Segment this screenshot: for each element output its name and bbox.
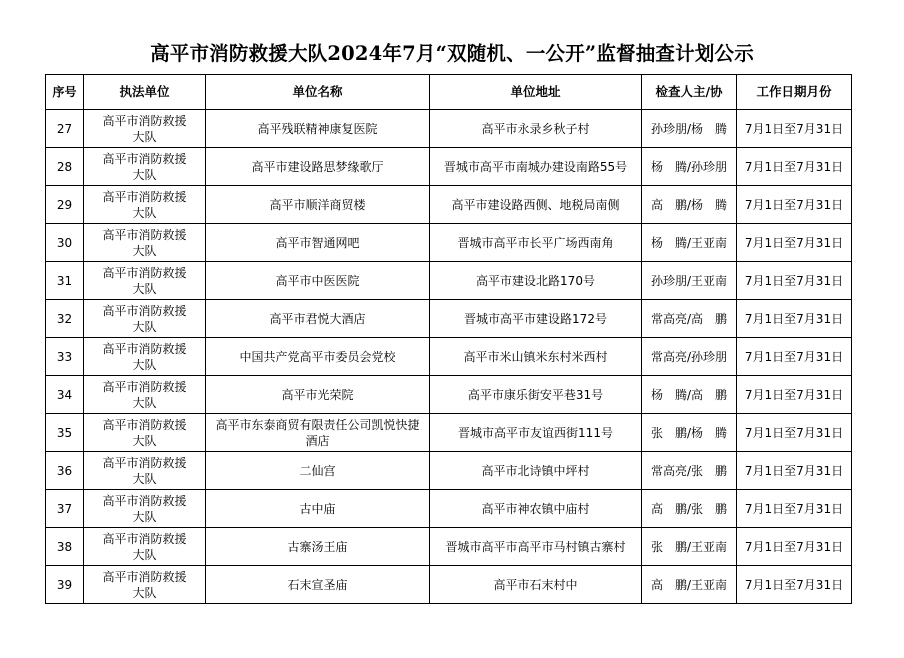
table-row [46,186,852,224]
cell-unit: 高平市消防救援大队 [84,148,206,186]
cell-unit: 高平市消防救援大队 [84,490,206,528]
cell-seq: 33 [46,338,84,376]
cell-unit: 高平市消防救援大队 [84,186,206,224]
table-row [46,262,852,300]
table-row [46,452,852,490]
cell-inspector: 孙珍朋/杨 腾 [642,110,737,148]
header-name: 单位名称 [206,75,430,110]
cell-unit: 高平市消防救援大队 [84,338,206,376]
cell-date: 7月1日至7月31日 [737,186,852,224]
cell-name: 石末宣圣庙 [206,566,430,604]
cell-name: 高平市建设路思梦缘歌厅 [206,148,430,186]
cell-date: 7月1日至7月31日 [737,528,852,566]
cell-seq: 28 [46,148,84,186]
cell-unit: 高平市消防救援大队 [84,300,206,338]
cell-date: 7月1日至7月31日 [737,566,852,604]
cell-date: 7月1日至7月31日 [737,338,852,376]
cell-name: 古寨汤王庙 [206,528,430,566]
cell-name: 高平残联精神康复医院 [206,110,430,148]
cell-address: 晋城市高平市建设路172号 [430,300,642,338]
cell-inspector: 高 鹏/张 鹏 [642,490,737,528]
cell-name: 高平市君悦大酒店 [206,300,430,338]
cell-date: 7月1日至7月31日 [737,452,852,490]
cell-unit: 高平市消防救援大队 [84,224,206,262]
cell-name: 高平市东泰商贸有限责任公司凯悦快捷酒店 [206,414,430,452]
cell-address: 晋城市高平市高平市马村镇古寨村 [430,528,642,566]
cell-name: 二仙宫 [206,452,430,490]
cell-seq: 30 [46,224,84,262]
cell-address: 晋城市高平市友谊西街111号 [430,414,642,452]
header-row [46,75,852,110]
cell-name: 高平市智通网吧 [206,224,430,262]
header-address: 单位地址 [430,75,642,110]
cell-inspector: 张 鹏/王亚南 [642,528,737,566]
cell-name: 中国共产党高平市委员会党校 [206,338,430,376]
cell-inspector: 杨 腾/王亚南 [642,224,737,262]
cell-seq: 31 [46,262,84,300]
cell-date: 7月1日至7月31日 [737,110,852,148]
cell-name: 古中庙 [206,490,430,528]
cell-date: 7月1日至7月31日 [737,490,852,528]
cell-inspector: 常高亮/孙珍朋 [642,338,737,376]
table-row [46,224,852,262]
cell-unit: 高平市消防救援大队 [84,376,206,414]
cell-date: 7月1日至7月31日 [737,376,852,414]
cell-date: 7月1日至7月31日 [737,148,852,186]
cell-address: 晋城市高平市长平广场西南角 [430,224,642,262]
cell-date: 7月1日至7月31日 [737,262,852,300]
cell-seq: 36 [46,452,84,490]
cell-address: 高平市永录乡秋子村 [430,110,642,148]
header-seq: 序号 [46,75,84,110]
cell-name: 高平市顺洋商贸楼 [206,186,430,224]
cell-seq: 34 [46,376,84,414]
table-row [46,148,852,186]
cell-name: 高平市光荣院 [206,376,430,414]
table-row [46,376,852,414]
cell-inspector: 高 鹏/王亚南 [642,566,737,604]
cell-address: 高平市石末村中 [430,566,642,604]
cell-unit: 高平市消防救援大队 [84,452,206,490]
cell-address: 高平市神农镇中庙村 [430,490,642,528]
table-row [46,566,852,604]
table-row [46,528,852,566]
cell-seq: 32 [46,300,84,338]
table-row [46,338,852,376]
cell-unit: 高平市消防救援大队 [84,110,206,148]
header-unit: 执法单位 [84,75,206,110]
inspection-table [45,74,852,604]
cell-seq: 38 [46,528,84,566]
cell-address: 高平市北诗镇中坪村 [430,452,642,490]
cell-date: 7月1日至7月31日 [737,414,852,452]
cell-seq: 27 [46,110,84,148]
cell-seq: 39 [46,566,84,604]
cell-seq: 29 [46,186,84,224]
table-row [46,110,852,148]
table-row [46,414,852,452]
cell-date: 7月1日至7月31日 [737,224,852,262]
cell-address: 高平市米山镇米东村米西村 [430,338,642,376]
table-row [46,490,852,528]
cell-address: 晋城市高平市南城办建设南路55号 [430,148,642,186]
cell-address: 高平市康乐街安平巷31号 [430,376,642,414]
table-row [46,300,852,338]
cell-unit: 高平市消防救援大队 [84,414,206,452]
cell-inspector: 杨 腾/孙珍朋 [642,148,737,186]
cell-unit: 高平市消防救援大队 [84,528,206,566]
cell-inspector: 高 鹏/杨 腾 [642,186,737,224]
cell-name: 高平市中医医院 [206,262,430,300]
cell-unit: 高平市消防救援大队 [84,566,206,604]
page-title: 高平市消防救援大队2024年7月“双随机、一公开”监督抽查计划公示 [150,42,754,65]
cell-inspector: 常高亮/高 鹏 [642,300,737,338]
cell-inspector: 常高亮/张 鹏 [642,452,737,490]
cell-inspector: 张 鹏/杨 腾 [642,414,737,452]
header-date: 工作日期月份 [737,75,852,110]
header-inspector: 检查人主/协 [642,75,737,110]
cell-inspector: 孙珍朋/王亚南 [642,262,737,300]
cell-address: 高平市建设路西侧、地税局南侧 [430,186,642,224]
cell-address: 高平市建设北路170号 [430,262,642,300]
cell-seq: 37 [46,490,84,528]
cell-seq: 35 [46,414,84,452]
cell-date: 7月1日至7月31日 [737,300,852,338]
cell-unit: 高平市消防救援大队 [84,262,206,300]
cell-inspector: 杨 腾/高 鹏 [642,376,737,414]
